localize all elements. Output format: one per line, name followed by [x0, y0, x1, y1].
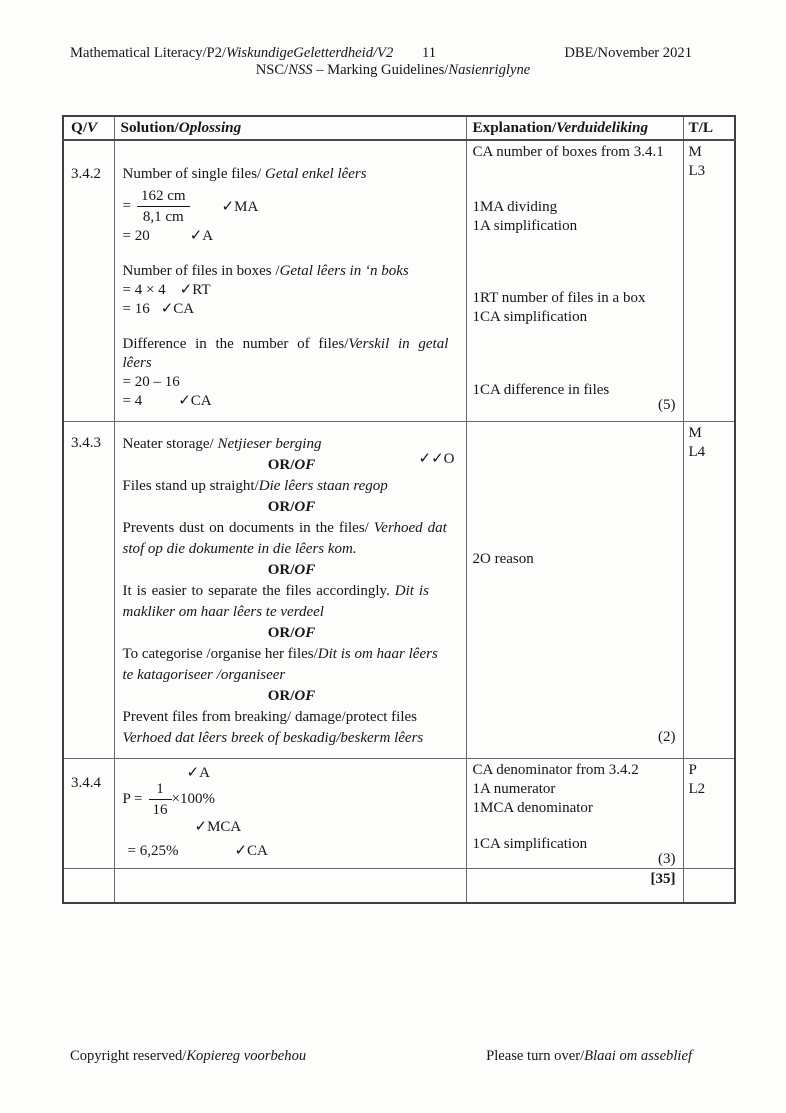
solution-cell-3-4-4 [114, 758, 466, 868]
solution-heading [123, 335, 462, 354]
question-number: 3.4.4 [63, 758, 114, 868]
solution-heading [123, 165, 462, 184]
reason-option [123, 644, 461, 665]
text-en: Number of single files/ [122, 166, 265, 182]
working-line [123, 392, 462, 411]
table-row-3-4-2 [63, 140, 735, 421]
mark-rt: ✓RT [179, 282, 211, 298]
solution-label-af: Oplossing [178, 119, 242, 136]
value: = 4 × 4 [122, 282, 166, 298]
header-nss: NSS [288, 62, 313, 78]
taxonomy-cell-3-4-3 [683, 421, 735, 758]
working-line: = 20 – 16 [122, 374, 180, 390]
mark-oo: ✓✓O [418, 450, 455, 467]
solution-cell-3-4-3 [114, 421, 466, 758]
or-separator [123, 560, 461, 581]
header-nsc: NSC/ [255, 62, 289, 78]
explanation-item: 1CA simplification [472, 835, 588, 852]
reason-option [123, 434, 461, 455]
fraction-denominator: 16 [152, 801, 168, 818]
working-line [123, 227, 462, 246]
value: = 16 [122, 301, 150, 317]
explanation-item: 1A numerator [472, 780, 556, 797]
explanation-cell-3-4-4 [466, 758, 683, 868]
or-separator [123, 497, 461, 518]
explanation-item: 1A simplification [472, 218, 578, 234]
or-af: OF [294, 624, 316, 641]
reason-option-cont: stof op die dokumente in die lêers kom. [122, 540, 357, 557]
mark-ca: ✓CA [160, 301, 195, 317]
explanation-item: CA number of boxes from 3.4.1 [472, 144, 664, 160]
or-af: OF [294, 687, 316, 704]
header-guidelines-en: – Marking Guidelines/ [312, 62, 449, 78]
header-subject-af: WiskundigeGeletterdheid/V2 [226, 45, 394, 61]
or-af: OF [294, 498, 316, 515]
mark-allocation: (5) [658, 397, 676, 413]
equals-sign: = [122, 197, 131, 214]
or-separator [123, 455, 461, 476]
page-header-line2 [0, 62, 786, 79]
division-working [123, 185, 462, 227]
explanation-cell-3-4-3 [466, 421, 683, 758]
text-af: Netjieser berging [217, 435, 322, 452]
header-guidelines-af: Nasienriglyne [448, 62, 531, 78]
fraction [137, 187, 190, 226]
or-separator [123, 686, 461, 707]
footer-turn-over [486, 1048, 692, 1065]
qv-label-en: Q/ [71, 119, 88, 136]
fraction-numerator: 1 [149, 780, 172, 800]
question-number: 3.4.2 [63, 140, 114, 421]
mark-allocation: (3) [658, 850, 676, 867]
mark-mca: ✓MCA [194, 818, 242, 835]
or-en: OR/ [267, 624, 295, 641]
copyright-af: Kopiereg voorbehou [186, 1048, 307, 1064]
or-separator [123, 623, 461, 644]
taxonomy-level: L2 [688, 780, 706, 797]
text-en: Number of files in boxes / [122, 263, 280, 279]
or-en: OR/ [267, 456, 295, 473]
explanation-item: 1MCA denominator [472, 799, 593, 816]
text-af: Verskil in getal [348, 336, 449, 352]
footer-copyright [70, 1048, 306, 1065]
mark-allocation: (2) [658, 728, 676, 745]
table-row-3-4-3 [63, 421, 735, 758]
explanation-label-af: Verduideliking [556, 119, 649, 136]
fraction-denominator: 8,1 cm [142, 208, 184, 225]
total-marks: [35] [466, 868, 683, 903]
or-af: OF [294, 561, 316, 578]
explanation-label-en: Explanation/ [472, 119, 557, 136]
reason-option [123, 581, 461, 602]
reason-option: Prevent files from breaking/ damage/protect files [122, 708, 417, 725]
explanation-item: 1CA simplification [472, 309, 588, 325]
text-af: Dit is [394, 582, 429, 599]
mark-ma: ✓MA [221, 198, 259, 215]
header-subject-en: Mathematical Literacy/P2/ [70, 45, 227, 61]
col-header-explanation [466, 116, 683, 140]
reason-option [123, 518, 461, 539]
header-exam-session: DBE/November 2021 [564, 45, 692, 61]
mark-a: ✓A [186, 764, 210, 781]
text-af: Getal enkel lêers [264, 166, 367, 182]
value: = 4 [122, 393, 143, 409]
or-en: OR/ [267, 561, 295, 578]
explanation-item: 2O reason [472, 550, 534, 567]
table-header-row [63, 116, 735, 140]
times-hundred: ×100% [171, 790, 215, 807]
question-number: 3.4.3 [63, 421, 114, 758]
explanation-item: 1CA difference in files [472, 382, 610, 398]
empty-cell [683, 868, 735, 903]
taxonomy-level: L3 [688, 163, 706, 179]
col-header-question [63, 116, 114, 140]
copyright-en: Copyright reserved/ [70, 1048, 187, 1064]
working-line [123, 281, 462, 300]
turn-over-af: Blaai om asseblief [584, 1048, 692, 1064]
reason-option-cont: te katagoriseer /organiseer [122, 666, 286, 683]
or-af: OF [294, 456, 316, 473]
page-header-line1 [70, 45, 692, 63]
empty-cell [63, 868, 114, 903]
solution-heading-cont: lêers [122, 355, 152, 371]
text-en: Neater storage/ [122, 435, 218, 452]
text-en: Files stand up straight/ [122, 477, 259, 494]
taxonomy-type: P [688, 761, 697, 778]
explanation-item: 1MA dividing [472, 199, 558, 215]
working-line [123, 300, 462, 319]
marking-table [62, 115, 736, 904]
percentage-working [123, 780, 215, 819]
page-footer [70, 1048, 692, 1065]
header-subject [70, 45, 393, 61]
col-header-solution [114, 116, 466, 140]
col-header-taxonomy: T/L [683, 116, 735, 140]
text-af: Dit is om haar lêers [317, 645, 438, 662]
taxonomy-level: L4 [688, 443, 706, 460]
fraction-numerator: 162 cm [137, 187, 190, 207]
explanation-item: CA denominator from 3.4.2 [472, 761, 639, 778]
explanation-cell-3-4-2 [466, 140, 683, 421]
table-row-3-4-4 [63, 758, 735, 868]
or-en: OR/ [267, 687, 295, 704]
solution-heading [123, 262, 462, 281]
mark-ca: ✓CA [234, 842, 268, 859]
taxonomy-type: M [688, 424, 702, 441]
empty-cell [114, 868, 466, 903]
solution-cell-3-4-2 [114, 140, 466, 421]
text-en: To categorise /organise her files/ [122, 645, 318, 662]
text-en: It is easier to separate the files accordingly. [122, 582, 395, 599]
text-en: Prevents dust on documents in the files/ [122, 519, 374, 536]
spacer [123, 319, 462, 335]
qv-label-af: V [87, 119, 98, 136]
or-en: OR/ [267, 498, 295, 515]
taxonomy-cell-3-4-2 [683, 140, 735, 421]
taxonomy-type: M [688, 144, 702, 160]
value: = 6,25% [127, 842, 179, 859]
mark-ca: ✓CA [178, 393, 212, 409]
reason-option-cont: Verhoed dat lêers breek of beskadig/beskerm lêers [122, 729, 424, 746]
working-line [128, 842, 268, 861]
value: = 20 [122, 228, 150, 244]
text-en: Difference in the number of files/ [122, 336, 349, 352]
reason-option [123, 476, 461, 497]
page-number: 11 [422, 45, 437, 61]
solution-label-en: Solution/ [120, 119, 179, 136]
spacer [123, 246, 462, 262]
text-af: Die lêers staan regop [258, 477, 388, 494]
text-af: Verhoed dat [373, 519, 447, 536]
mark-a: ✓A [189, 228, 214, 244]
reason-option-cont: makliker om haar lêers te verdeel [122, 603, 324, 620]
turn-over-en: Please turn over/ [486, 1048, 585, 1064]
taxonomy-cell-3-4-4 [683, 758, 735, 868]
table-row-total [63, 868, 735, 903]
explanation-item: 1RT number of files in a box [472, 290, 646, 306]
fraction [149, 780, 172, 819]
p-equals: P = [122, 790, 143, 807]
text-af: Getal lêers in ‘n boks [279, 263, 409, 279]
